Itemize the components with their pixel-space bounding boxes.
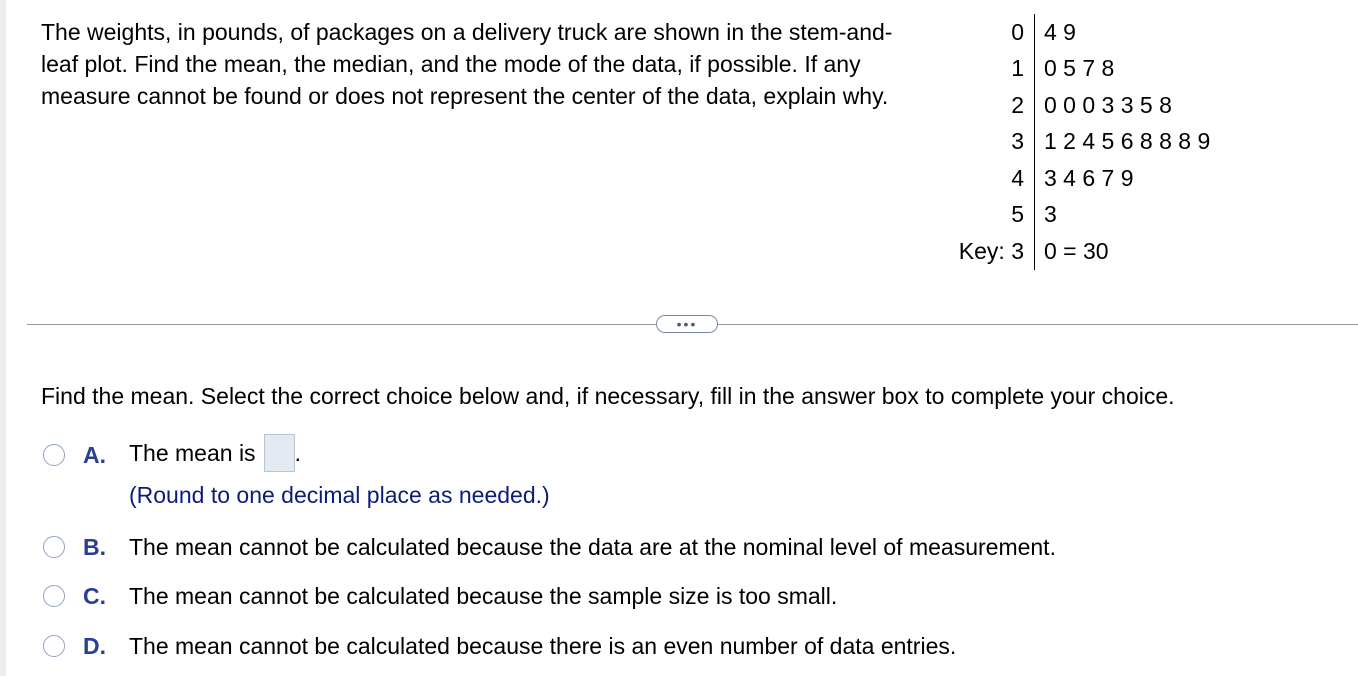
key-stem: Key: 3 bbox=[940, 233, 1035, 270]
stem: 3 bbox=[940, 124, 1035, 161]
stem-leaf-row bbox=[940, 14, 1210, 51]
choice-a-text-before: The mean is bbox=[129, 440, 256, 467]
leaves: 0 0 0 3 3 5 8 bbox=[1044, 91, 1172, 118]
choice-a-text-after: . bbox=[294, 440, 301, 467]
leaves: 1 2 4 5 6 8 8 8 9 bbox=[1044, 128, 1211, 155]
leaves: 0 5 7 8 bbox=[1044, 55, 1115, 82]
stem: 0 bbox=[940, 14, 1035, 51]
stem-leaf-row bbox=[940, 160, 1210, 197]
mean-answer-input[interactable] bbox=[264, 434, 295, 472]
radio-d[interactable] bbox=[43, 635, 65, 657]
stem: 1 bbox=[940, 51, 1035, 88]
stem: 5 bbox=[940, 197, 1035, 234]
leaves: 4 9 bbox=[1044, 18, 1076, 45]
choice-c-letter: C. bbox=[83, 582, 106, 609]
choice-c-text: The mean cannot be calculated because the sample size is too small. bbox=[129, 582, 838, 609]
rounding-hint: (Round to one decimal place as needed.) bbox=[129, 482, 550, 508]
choice-b[interactable] bbox=[43, 533, 1056, 560]
expand-more-button[interactable]: ••• bbox=[656, 315, 718, 333]
stem-and-leaf-plot bbox=[940, 14, 1210, 270]
radio-a[interactable] bbox=[43, 444, 65, 466]
stem-leaf-row bbox=[940, 124, 1210, 161]
key-leaves: 0 = 30 bbox=[1044, 237, 1109, 264]
instruction-text: Find the mean. Select the correct choice below and, if necessary, fill in the answer box to complete your choice. bbox=[41, 383, 1175, 409]
choice-d-letter: D. bbox=[83, 632, 106, 659]
stem-leaf-key-row bbox=[940, 233, 1210, 270]
radio-c[interactable] bbox=[43, 585, 65, 607]
stem-leaf-row bbox=[940, 197, 1210, 234]
choice-a-letter: A. bbox=[83, 441, 106, 468]
leaves: 3 4 6 7 9 bbox=[1044, 164, 1134, 191]
choice-d-text: The mean cannot be calculated because there is an even number of data entries. bbox=[129, 632, 957, 659]
radio-b[interactable] bbox=[43, 536, 65, 558]
leaves: 3 bbox=[1044, 201, 1057, 228]
choice-d[interactable] bbox=[43, 632, 957, 659]
left-edge-bar bbox=[0, 0, 6, 676]
stem-leaf-row bbox=[940, 87, 1210, 124]
stem: 4 bbox=[940, 160, 1035, 197]
question-text: The weights, in pounds, of packages on a delivery truck are shown in the stem-and-leaf plot. Find the mean, the median, and the mode of the data, if possible. If any measure cannot be found or does not represent the center of the data, explain why. bbox=[41, 19, 893, 109]
choice-a-text bbox=[129, 436, 301, 474]
choice-b-text: The mean cannot be calculated because the data are at the nominal level of measurement. bbox=[129, 533, 1056, 560]
choice-c[interactable] bbox=[43, 582, 838, 609]
choice-b-letter: B. bbox=[83, 533, 106, 560]
choice-a[interactable] bbox=[43, 440, 301, 468]
stem-leaf-row bbox=[940, 51, 1210, 88]
stem: 2 bbox=[940, 87, 1035, 124]
